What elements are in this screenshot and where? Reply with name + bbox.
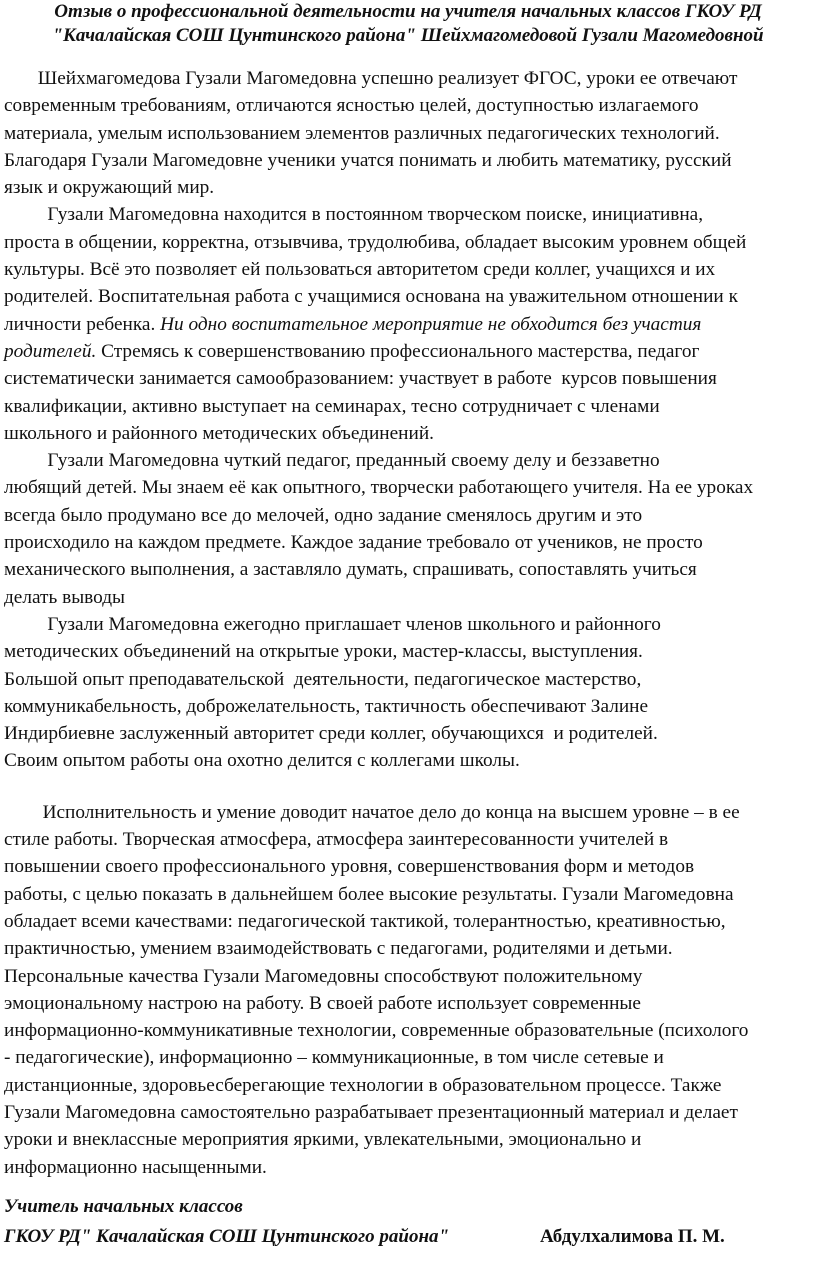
text-line: - педагогические), информационно – коммуникационные, в том числе сетевые и — [4, 1047, 664, 1069]
title-line: "Качалайская СОШ Цунтинского района" Шейхмагомедовой Гузали Магомедовной — [52, 25, 764, 46]
signature-block — [4, 1192, 816, 1252]
text-line: Гузали Магомедовна ежегодно приглашает членов школьного и районного — [4, 613, 661, 635]
text-line: Гузали Магомедовна самостоятельно разрабатывает презентационный материал и делает — [4, 1101, 738, 1123]
text-line: делать выводы — [4, 586, 125, 608]
text-line — [4, 338, 816, 365]
paragraph-2 — [4, 201, 816, 447]
paragraph-4 — [4, 611, 816, 775]
italic-text-span: Ни одно воспитательное мероприятие не обходится без участия — [155, 313, 702, 335]
text-line: современным требованиям, отличаются ясностью целей, доступностью излагаемого — [4, 95, 699, 117]
text-line: Гузали Магомедовна чуткий педагог, преданный своему делу и беззаветно — [4, 450, 660, 472]
text-line: квалификации, активно выступает на семинарах, тесно сотрудничает с членами — [4, 395, 660, 417]
paragraph-1 — [4, 65, 816, 201]
text-line: язык и окружающий мир. — [4, 177, 215, 199]
document-body — [4, 65, 816, 1181]
text-line: механического выполнения, а заставляло думать, спрашивать, сопоставлять учиться — [4, 559, 697, 581]
title-line: Отзыв о профессиональной деятельности на учителя начальных классов ГКОУ РД — [54, 1, 762, 22]
text-line: культуры. Всё это позволяет ей пользоваться авторитетом среди коллег, учащихся и их — [4, 259, 716, 281]
text-line: информационно-коммуникативные технологии, современные образовательные (психолого — [4, 1020, 749, 1042]
paragraph-5 — [4, 799, 816, 1181]
text-line: Благодаря Гузали Магомедовне ученики учатся понимать и любить математику, русский — [4, 149, 732, 171]
text-line: дистанционные, здоровьесберегающие технологии в образовательном процессе. Также — [4, 1074, 722, 1096]
text-line: Индирбиевне заслуженный авторитет среди коллег, обучающихся и родителей. — [4, 723, 658, 745]
text-line: повышении своего профессионального уровня, совершенствования форм и методов — [4, 856, 695, 878]
text-line: Исполнительность и умение доводит начатое дело до конца на высшем уровне – в ее — [4, 801, 740, 823]
document-title — [0, 0, 816, 48]
text-line: Персональные качества Гузали Магомедовны способствуют положительному — [4, 965, 643, 987]
text-line: материала, умелым использованием элементов различных педагогических технологий. — [4, 122, 720, 144]
text-line: родителей. Воспитательная работа с учащимися основана на уважительном отношении к — [4, 286, 738, 308]
text-span: личности ребенка. — [4, 313, 156, 335]
text-line: проста в общении, корректна, отзывчива, трудолюбива, обладает высоким уровнем общей — [4, 231, 747, 253]
text-line: коммуникабельность, доброжелательность, тактичность обеспечивают Залине — [4, 695, 649, 717]
text-line — [4, 311, 816, 338]
text-line: Гузали Магомедовна находится в постоянном творческом поиске, инициативна, — [4, 204, 704, 226]
text-line: стиле работы. Творческая атмосфера, атмосфера заинтересованности учителей в — [4, 829, 669, 851]
text-line: Своим опытом работы она охотно делится с коллегами школы. — [4, 750, 520, 772]
text-line: уроки и внеклассные мероприятия яркими, увлекательными, эмоционально и — [4, 1129, 642, 1151]
text-line: Большой опыт преподавательской деятельности, педагогическое мастерство, — [4, 668, 642, 690]
signature-name: Абдулхалимова П. М. — [540, 1226, 725, 1247]
text-line: школьного и районного методических объединений. — [4, 422, 434, 444]
paragraph-3 — [4, 447, 816, 611]
paragraph-spacer — [4, 775, 816, 799]
text-line: происходило на каждом предмете. Каждое задание требовало от учеников, не просто — [4, 532, 703, 554]
signature-line — [4, 1222, 816, 1252]
text-span: Стремясь к совершенствованию профессионального мастерства, педагог — [96, 340, 700, 362]
text-line: работы, с целью показать в дальнейшем более высокие результаты. Гузали Магомедовна — [4, 883, 734, 905]
text-line: обладает всеми качествами: педагогической тактикой, толерантностью, креативностью, — [4, 910, 726, 932]
text-line: практичностью, умением взаимодействовать с педагогами, родителями и детьми. — [4, 938, 673, 960]
text-line: эмоциональному настрою на работу. В своей работе использует современные — [4, 992, 641, 1014]
signature-position: Учитель начальных классов — [4, 1196, 243, 1217]
italic-text-span: родителей. — [4, 340, 97, 362]
text-line: любящий детей. Мы знаем её как опытного, творчески работающего учителя. На ее уроках — [4, 477, 754, 499]
text-line: методических объединений на открытые уроки, мастер-классы, выступления. — [4, 641, 643, 663]
text-line: Шейхмагомедова Гузали Магомедовна успешно реализует ФГОС, уроки ее отвечают — [4, 68, 738, 89]
text-line: всегда было продумано все до мелочей, одно задание сменялось другим и это — [4, 504, 643, 526]
text-line: информационно насыщенными. — [4, 1156, 267, 1178]
signature-school: ГКОУ РД" Качалайская СОШ Цунтинского района" — [4, 1226, 450, 1247]
text-line: систематически занимается самообразованием: участвует в работе курсов повышения — [4, 368, 717, 390]
